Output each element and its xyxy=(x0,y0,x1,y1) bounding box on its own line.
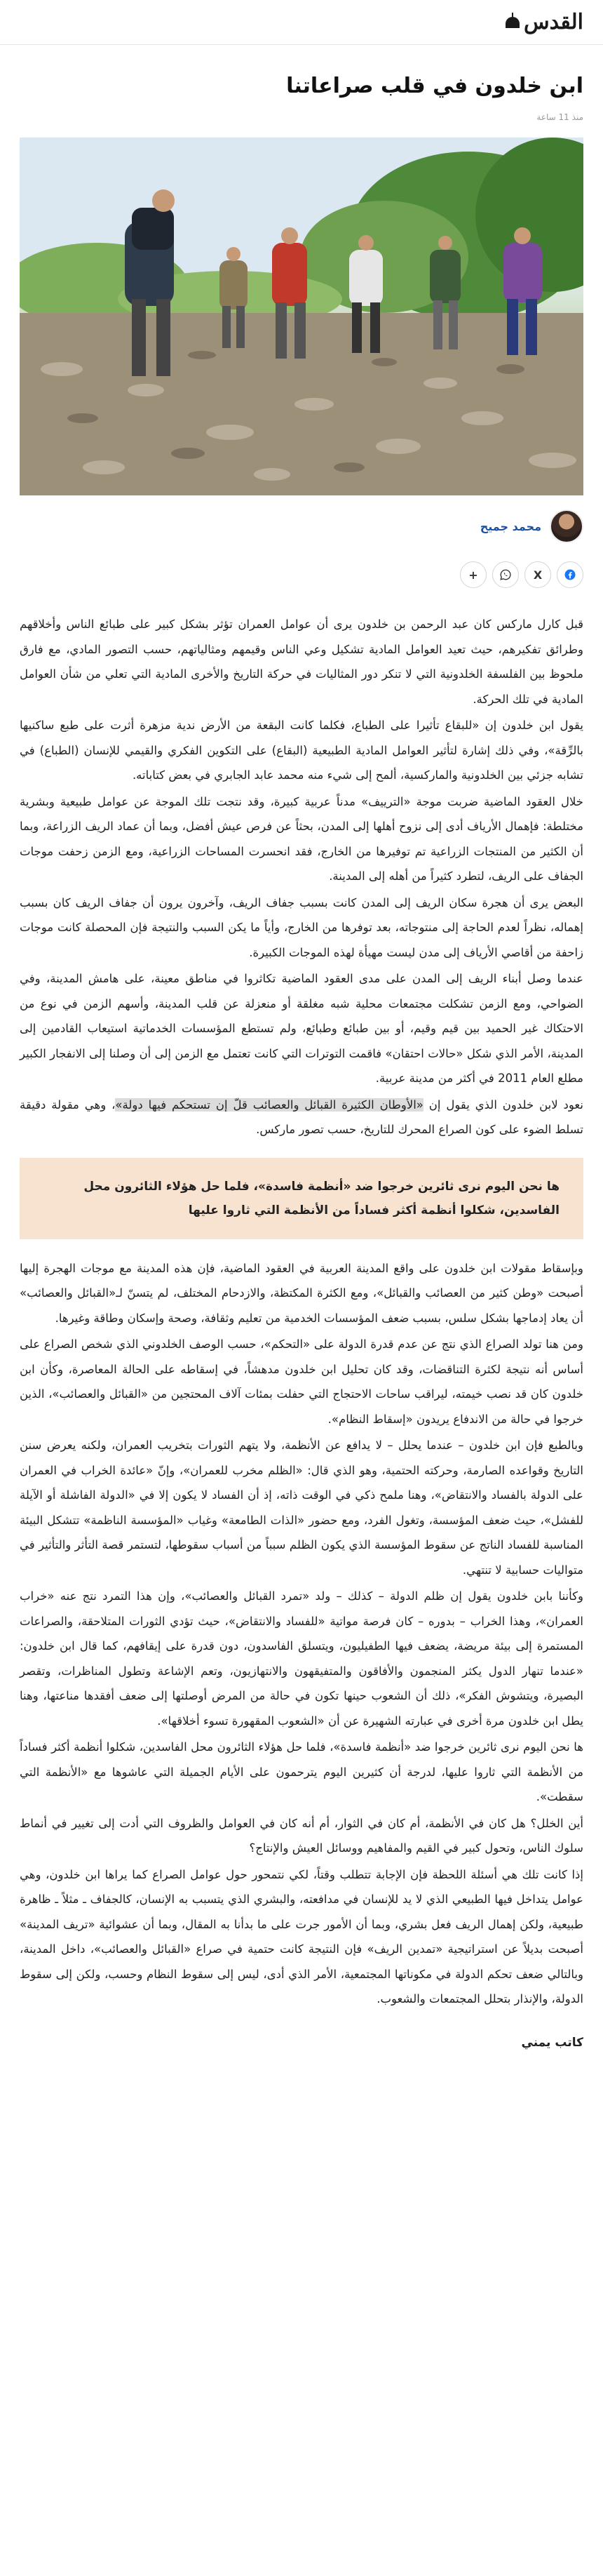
article-timestamp: منذ 11 ساعة xyxy=(536,112,583,122)
paragraph: وبإسقاط مقولات ابن خلدون على واقع المدينة العربية في العقود الماضية، فإن هذه المدينة مع موجات الهجرة إليها أصبحت «وطن كثير من العصائب والقبائل»، ومع الكثرة المكتظة، والازدحام المختلف، لم يتسنّ لـ«القبائل والعصائب» أن يعاد إدماجها بشكل سلس، بسبب ضعف المؤسسات الخدمية من تعليم وثقافة، وصحة وإسكان وطاقة وغيرها. xyxy=(20,1261,583,1325)
paragraph: قبل كارل ماركس كان عبد الرحمن بن خلدون يرى أن عوامل العمران تؤثر بشكل كبير على طبائع الناس وأخلاقهم وطرائق تفكيرهم، حيث تعيد العوامل المادية تشكيل وعي الناس وقيمهم ومثالياتهم، حسب التصور المادي، مع فارق ملحوظ بين الفلسفة الخلدونية التي لا تنكر دور المثاليات في حركة التاريخ والأخرى المادية التي تعلي من شأن العوامل المادية في تلك الحركة. xyxy=(20,618,583,706)
hero-image xyxy=(20,138,583,495)
paragraph: ومن هنا تولد الصراع الذي نتج عن عدم قدرة الدولة على «التحكم»، حسب الوصف الخلدوني الذي شخص الصراع على أساس أنه نتيجة لكثرة التناقضات، وقد كان تحليل ابن خلدون مدهشاً، في إسقاطه على الحالة المعاصرة، وكأن ابن خلدون كان قد نصب خيمته، ليراقب ساحات الاحتجاج التي حفلت بمئات آلاف المحتجين من «القبائل والعصائب»، الذين خرجوا في حالة من الاندفاع يريدون «إسقاط النظام». xyxy=(20,1337,583,1426)
paragraph: إذا كانت تلك هي أسئلة اللحظة فإن الإجابة تتطلب وقتاً، لكي نتمحور حول عوامل الصراع كما يراها ابن خلدون، وهي عوامل يتداخل فيها الطبيعي الذي لا يد للإنسان في مدافعته، والبشري الذي يتسبب به الإنسان، كالجفاف ـ مثلاً ـ ظاهرة طبيعية، ولكن إهمال الريف فعل بشري، وبما أن الأمور جرت على ما بدأنا به المقال، وبما أن عشوائية «تريف المدينة» أصبحت بديلاً عن استراتيجية «تمدين الريف» فإن النتيجة كانت حتمية في صراع «القبائل والعصائب»، داخل المدينة، وبالتالي ضعف تحكم الدولة في مكوناتها المجتمعية، الأمر الذي أدى، ليس إلى سقوط النظام وحسب، ولكن إلى سقوط الدولة، والإنذار بتحلل المجتمعات والشعوب. xyxy=(20,1867,583,2006)
hero-illustration xyxy=(20,138,583,495)
paragraph: وبالطبع فإن ابن خلدون – عندما يحلل – لا يدافع عن الأنظمة، ولا يتهم الثورات بتخريب العمران، ولكنه يعرض سنن التاريخ وقواعده الصارمة، وحركته الحتمية، وهو الذي قال: «الظلم مخرب للعمران»، وإنّ «عائدة الخراب في العمران على الدولة بالفساد والانتقاض»، وهنا ملمح ذكي في الوقت ذاته، إذ أن الفساد لا يكون إلا في «الدولة الفاشلة أو الآيلة للفشل»، حيث ضعف المؤسسة، وتغول الفرد، ومع حضور «الذات الطامعة» وغياب «المؤسسة الناظمة» تتشكل البيئة المناسبة للفساد الناتج عن سقوط المؤسسة الذي يكون الظلم سبباً من أسباب سقوطها، لتستمر قصة التأثر والتأثير في متواليات حسابية لا تنتهي. xyxy=(20,1439,583,1577)
author-signature: كاتب يمني xyxy=(521,2035,583,2050)
paragraph: عندما وصل أبناء الريف إلى المدن على مدى العقود الماضية تكاثروا في مناطق معينة، على هامش المدينة، وفي الضواحي، ومع الزمن تشكلت مجتمعات محلية شبه مغلقة أو منعزلة عن قلب المدينة، وأسهم الزمن في نوع من الاحتكاك غير الحميد بين قيم وقيم، أو بين طبائع وطبائع، ولم تستطع المؤسسات الخدماتية استيعاب القادمين إلى المدينة، الأمر الذي شكل «حالات احتقان» فاقمت التوترات التي كانت تعتمل مع الزمن إلى أن وصلنا إلى الانفجار الكبير مطلع العام 2011 في أكثر من مدينة عربية. xyxy=(20,972,583,1085)
author-avatar[interactable] xyxy=(550,509,583,543)
author-name[interactable]: محمد جميح xyxy=(480,519,541,533)
paragraph: ها نحن اليوم نرى ثائرين خرجوا ضد «أنظمة فاسدة»، فلما حل هؤلاء الثائرون محل الفاسدين، شكلوا أنظمة أكثر فساداً من الأنظمة التي ثاروا عليها، لدرجة أن كثيرين اليوم يترحمون على الأيام الجميلة التي عاشوها مع «الأنظمة التي سقطت». xyxy=(20,1740,583,1803)
article-body xyxy=(20,612,583,2050)
paragraph-text: نعود لابن خلدون الذي يقول إن xyxy=(423,1097,583,1112)
share-bar xyxy=(20,561,583,588)
facebook-icon xyxy=(564,568,576,581)
highlighted-quote: «الأوطان الكثيرة القبائل والعصائب قلّ إن تستحكم فيها دولة» xyxy=(115,1097,424,1112)
author-row xyxy=(20,509,583,543)
logo-text: القدس xyxy=(523,10,583,34)
plus-icon: + xyxy=(468,568,478,582)
paragraph: خلال العقود الماضية ضربت موجة «الترييف» مدناً عربية كبيرة، وقد نتجت تلك الموجة عن عوامل طبيعية وبشرية مختلطة: فإهمال الأرياف أدى إلى نزوح أهلها إلى المدن، بحثاً عن فرص عيش أفضل، وبما أن عماد الريف الزراعة، وبما أن الكثير من المنتجات الزراعية تم توفيرها من الخارج، فقد انحسرت المساحات الزراعية، ومع الزمن زحفت موجات الجفاف على الريف، لتطرد كثيراً من أهله إلى المدينة. xyxy=(20,794,583,883)
paragraph-with-highlight xyxy=(20,1093,583,1142)
paragraph: أين الخلل؟ هل كان في الأنظمة، أم كان في الثوار، أم أنه كان في العوامل والظروف التي أدت إلى تغيير في أنماط سلوك الناس، وتحول كبير في القيم والمفاهيم ووسائل العيش والإنتاج؟ xyxy=(20,1816,583,1855)
share-whatsapp-button[interactable] xyxy=(492,561,519,588)
pull-quote: ها نحن اليوم نرى ثائرين خرجوا ضد «أنظمة فاسدة»، فلما حل هؤلاء الثائرون محل الفاسدين، شكلوا أنظمة أكثر فساداً من الأنظمة التي ثاروا عليها xyxy=(20,1158,583,1239)
paragraph: يقول ابن خلدون إن «للبقاع تأثيرا على الطباع، فكلما كانت البقعة من الأرض ندية مزهرة أثرت على طبع ساكنيها بالرِّقة»، وفي ذلك إشارة لتأثير العوامل المادية الطبيعية (البقاع) على التكوين الفكري والقيمي للإنسان (الطباع) في تشابه جزئي بين الخلدونية والماركسية، ألمح إلى شيء منه محمد عابد الجابري في بعض كتاباته. xyxy=(20,719,583,782)
whatsapp-icon xyxy=(499,568,512,581)
x-icon: X xyxy=(533,568,543,582)
site-header xyxy=(0,0,603,45)
share-x-button[interactable] xyxy=(524,561,551,588)
paragraph: وكأننا بابن خلدون يقول إن ظلم الدولة – كذلك – ولد «تمرد القبائل والعصائب»، وإن هذا التمرد نتج عنه «خراب العمران»، وهذا الخراب – بدوره – كان فرصة مواتية «للفساد والانتقاض»، حيث تؤدي الثورات المتلاحقة، والصراعات المستمرة إلى بيئة مريضة، يضعف فيها الطفيليون، ويتسلق الفاسدون، دون قدرة على إيقافهم، كما قال ابن خلدون: «عندما تنهار الدول يكثر المنجمون والأفاقون والمتفيقهون والانتهازيون، وتعم الإشاعة وتطول المناظرات، وتقصر البصيرة، ويتشوش الفكر»، ذلك أن الشعوب حينها تكون في حالة من المرض أوصلتها إلى ضعف أفقدها مناعتها، وهنا يطل ابن خلدون مرة أخرى في عبارته الشهيرة عن أن «الشعوب المقهورة تسوء أخلاقها». xyxy=(20,1589,583,1728)
paragraph-text: ، وهي مقولة دقيقة تسلط الضوء على كون الصراع المحرك للتاريخ، حسب تصور ماركس. xyxy=(20,1097,583,1136)
paragraph: البعض يرى أن هجرة سكان الريف إلى المدن كانت بسبب جفاف الريف، وآخرون يرون أن جفاف الريف كان بسبب إهماله، نظراً لعدم الحاجة إلى منتوجاته، بعد توفرها من الخارج، وأياً ما يكن السبب والنتيجة فإن المحصلة كانت موجات زاحفة من أقاصي الأرياف إلى مدن ليست مهيأة لهذه الموجات الكبيرة. xyxy=(20,895,583,959)
share-facebook-button[interactable] xyxy=(557,561,583,588)
share-plus-button[interactable] xyxy=(460,561,487,588)
dome-icon xyxy=(506,17,520,28)
site-logo[interactable] xyxy=(506,10,583,34)
article-title: ابن خلدون في قلب صراعاتنا xyxy=(286,74,583,98)
